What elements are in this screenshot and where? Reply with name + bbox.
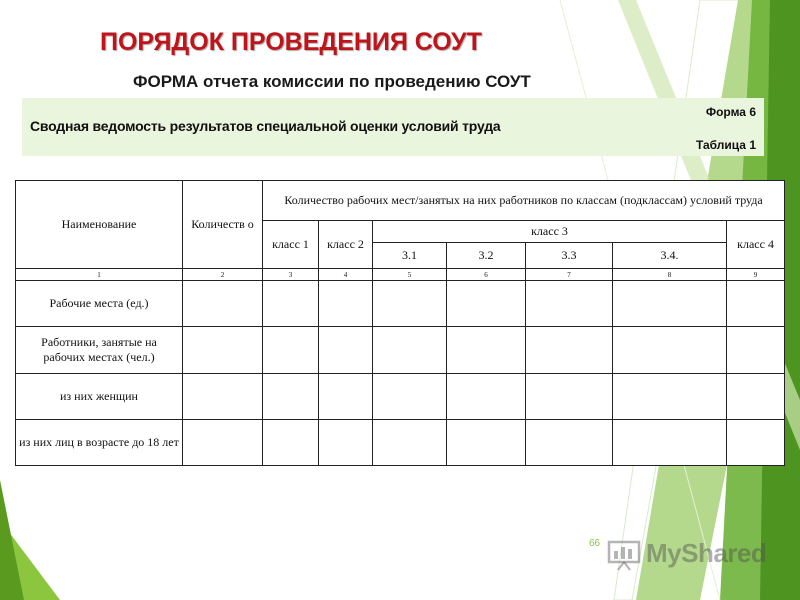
table-cell <box>373 327 447 373</box>
header-workplaces: Количество рабочих мест/занятых на них работников по классам (подклассам) условий труда <box>263 181 785 221</box>
form-label: Форма 6 <box>705 105 756 119</box>
table-cell <box>727 419 785 465</box>
table-cell <box>613 419 727 465</box>
table-cell <box>727 373 785 419</box>
page-number: 66 <box>589 538 601 549</box>
watermark <box>606 536 796 576</box>
table-cell <box>263 281 319 327</box>
table-cell <box>373 373 447 419</box>
table-cell <box>183 327 263 373</box>
header-class1: класс 1 <box>263 221 319 269</box>
table-cell <box>727 281 785 327</box>
table-cell <box>526 373 613 419</box>
table-row <box>16 373 785 419</box>
row-label: Рабочие места (ед.) <box>16 281 183 327</box>
header-row <box>16 181 785 221</box>
table-cell <box>373 281 447 327</box>
table-cell <box>319 327 373 373</box>
row-label: Работники, занятые на рабочих местах (чел.) <box>16 327 183 373</box>
table-cell <box>319 281 373 327</box>
table-cell <box>373 419 447 465</box>
table-cell <box>447 373 526 419</box>
slide-title: ПОРЯДОК ПРОВЕДЕНИЯ СОУТ <box>100 28 482 56</box>
column-number: 2 <box>183 269 263 281</box>
column-number: 7 <box>526 269 613 281</box>
table-cell <box>447 419 526 465</box>
header-name: Наименование <box>16 181 183 269</box>
table-cell <box>727 327 785 373</box>
column-number-row <box>16 269 785 281</box>
table-cell <box>526 327 613 373</box>
table-cell <box>447 327 526 373</box>
column-number: 3 <box>263 269 319 281</box>
table-cell <box>526 419 613 465</box>
table-label: Таблица 1 <box>695 138 756 152</box>
header-class4: класс 4 <box>727 221 785 269</box>
column-number: 9 <box>727 269 785 281</box>
table-cell <box>263 419 319 465</box>
header-sub-3-2: 3.2 <box>447 243 526 269</box>
table-row <box>16 419 785 465</box>
column-number: 6 <box>447 269 526 281</box>
header-quantity: Количеств о <box>183 181 263 269</box>
header-sub-3-4: 3.4. <box>613 243 727 269</box>
column-number: 1 <box>16 269 183 281</box>
header-sub-3-1: 3.1 <box>373 243 447 269</box>
watermark-text: MyShared <box>646 538 767 568</box>
table-cell <box>613 281 727 327</box>
banner-title: Сводная ведомость результатов специальной оценки условий труда <box>30 118 501 134</box>
table-cell <box>613 327 727 373</box>
table-cell <box>183 373 263 419</box>
column-number: 5 <box>373 269 447 281</box>
row-label: из них женщин <box>16 373 183 419</box>
table-cell <box>447 281 526 327</box>
report-table <box>15 180 785 466</box>
header-sub-3-3: 3.3 <box>526 243 613 269</box>
table-cell <box>263 373 319 419</box>
table-row <box>16 327 785 373</box>
table-cell <box>526 281 613 327</box>
column-number: 4 <box>319 269 373 281</box>
header-class2: класс 2 <box>319 221 373 269</box>
form-banner <box>22 98 764 156</box>
table-cell <box>613 373 727 419</box>
table-cell <box>263 327 319 373</box>
table-cell <box>183 281 263 327</box>
table-cell <box>319 419 373 465</box>
presentation-board-icon <box>606 536 642 572</box>
table-cell <box>319 373 373 419</box>
table-row <box>16 281 785 327</box>
header-class3: класс 3 <box>373 221 727 243</box>
row-label: из них лиц в возрасте до 18 лет <box>16 419 183 465</box>
column-number: 8 <box>613 269 727 281</box>
slide-subtitle: ФОРМА отчета комиссии по проведению СОУТ <box>133 72 531 91</box>
table-cell <box>183 419 263 465</box>
